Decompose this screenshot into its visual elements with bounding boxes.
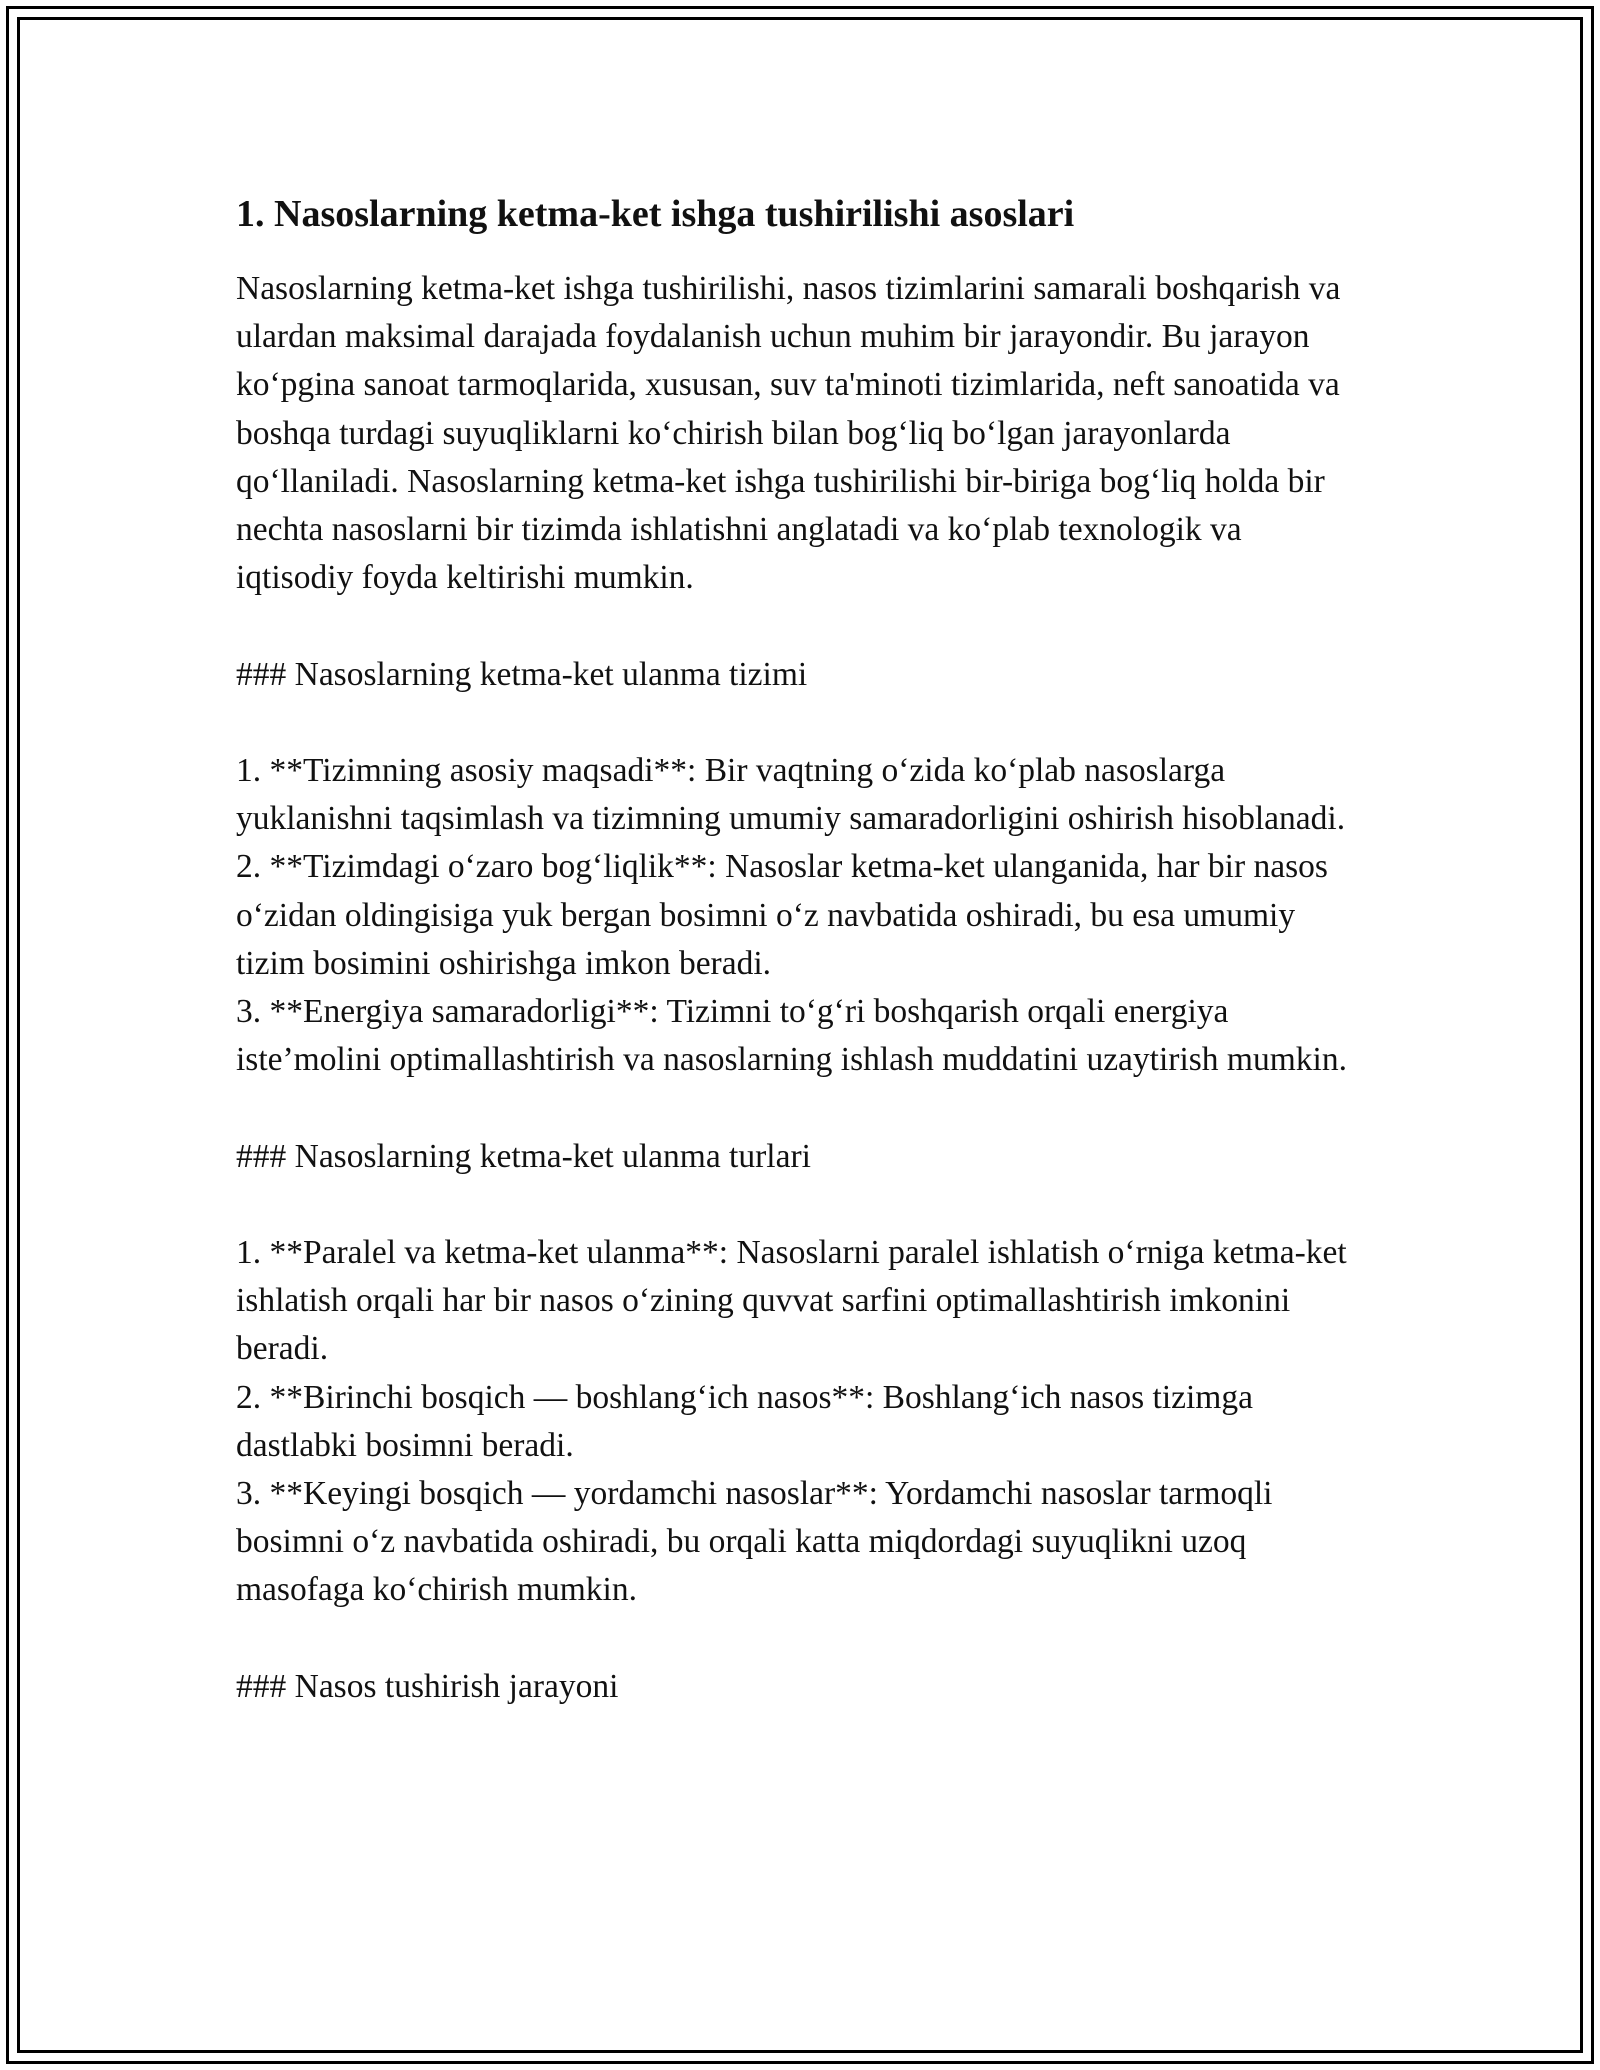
section-heading-ulanma-tizimi: ### Nasoslarning ketma-ket ulanma tizimi — [236, 655, 808, 693]
document-title: 1. Nasoslarning ketma-ket ishga tushirilishi asoslari — [236, 193, 1075, 235]
spacer — [236, 699, 1366, 747]
list-item: 3. **Keyingi bosqich — yordamchi nasoslar**: Yordamchi nasoslar tarmoqli bosimni o‘z navbatida oshiradi, bu orqali katta miqdordagi suyuqlikni uzoq masofaga ko‘chirish mumkin. — [236, 1475, 1273, 1609]
section-heading-ulanma-turlari: ### Nasoslarning ketma-ket ulanma turlari — [236, 1137, 811, 1175]
document-body — [236, 185, 1366, 1711]
spacer — [236, 1084, 1366, 1132]
section-heading-tushirish-jarayoni: ### Nasos tushirish jarayoni — [236, 1667, 619, 1705]
spacer — [236, 602, 1366, 650]
spacer — [236, 1181, 1366, 1229]
intro-paragraph: Nasoslarning ketma-ket ishga tushirilishi, nasos tizimlarini samarali boshqarish va ulardan maksimal darajada foydalanish uchun muhim bir jarayondir. Bu jarayon ko‘pgina sanoat tarmoqlarida, xususan, suv ta'minoti tizimlarida, neft sanoatida va boshqa turdagi suyuqliklarni ko‘chirish bilan bog‘liq bo‘lgan jarayonlarda qo‘llaniladi. Nasoslarning ketma-ket ishga tushirilishi bir-biriga bog‘liq holda bir nechta nasoslarni bir tizimda ishlatishni anglatadi va ko‘plab texnologik va iqtisodiy foyda keltirishi mumkin. — [236, 270, 1341, 597]
spacer — [236, 1615, 1366, 1663]
list-item: 1. **Tizimning asosiy maqsadi**: Bir vaqtning o‘zida ko‘plab nasoslarga yuklanishni taqsimlash va tizimning umumiy samaradorligini oshirish hisoblanadi. — [236, 752, 1346, 838]
list-item: 3. **Energiya samaradorligi**: Tizimni to‘g‘ri boshqarish orqali energiya iste’molini optimallashtirish va nasoslarning ishlash muddatini uzaytirish mumkin. — [236, 993, 1347, 1079]
list-item: 2. **Birinchi bosqich — boshlang‘ich nasos**: Boshlang‘ich nasos tizimga dastlabki bosimni beradi. — [236, 1378, 1253, 1464]
list-item: 2. **Tizimdagi o‘zaro bog‘liqlik**: Nasoslar ketma-ket ulanganida, har bir nasos o‘zidan oldingisiga yuk bergan bosimni o‘z navbatida oshiradi, bu esa umumiy tizim bosimini oshirishga imkon beradi. — [236, 848, 1328, 982]
list-item: 1. **Paralel va ketma-ket ulanma**: Nasoslarni paralel ishlatish o‘rniga ketma-ket ishlatish orqali har bir nasos o‘zining quvvat sarfini optimallashtirish imkonini beradi. — [236, 1234, 1347, 1368]
